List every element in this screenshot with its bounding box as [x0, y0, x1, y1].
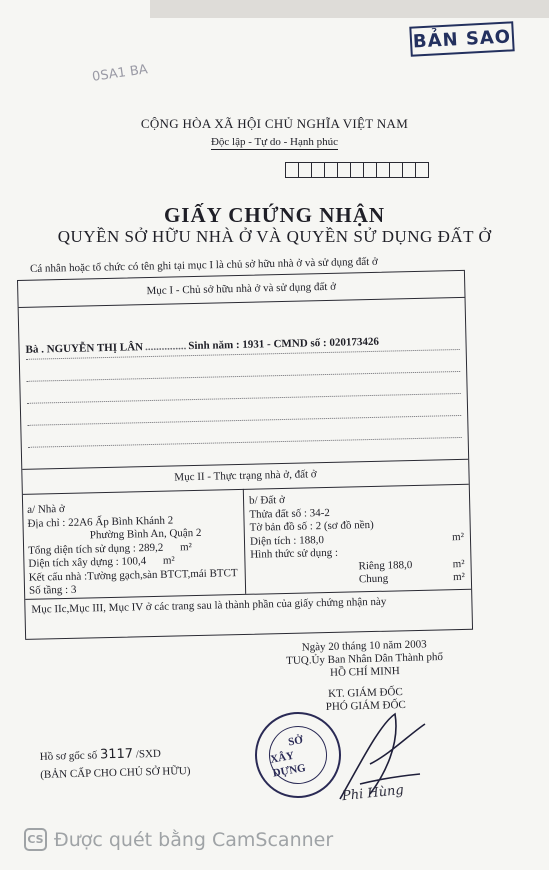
house-heading: a/ Nhà ở [27, 502, 65, 516]
authority-line3: KT. GIÁM ĐỐC [327, 686, 403, 700]
house-build-area-value: Diện tích xây dựng : 100,4 [28, 555, 147, 570]
section1-body [19, 297, 469, 470]
serial-box [376, 162, 390, 178]
signer-name: Phi Hùng [341, 782, 405, 805]
serial-number-boxes [286, 162, 429, 178]
certificate-form [17, 270, 473, 640]
motto-text: Độc lập - Tự do - Hạnh phúc [210, 136, 339, 148]
dotted-line [26, 371, 460, 382]
column-divider [243, 489, 246, 594]
owner-line: Bà . NGUYỄN THỊ LÂN ............... Sinh năm : 1931 - CMND số : 020173426 [25, 335, 380, 356]
owner-name: Bà . NGUYỄN THỊ LÂN [25, 341, 144, 356]
record-number: 3117 [99, 746, 134, 763]
intro-text: Cá nhân hoặc tổ chức có tên ghi tại mục I là chủ sở hữu nhà ở và sử dụng đất ở [29, 255, 378, 275]
authority-line2: HỒ CHÍ MINH [329, 665, 400, 679]
house-total-area-unit: m² [179, 540, 193, 553]
serial-box [350, 162, 364, 178]
record-label: Hồ sơ gốc số [39, 749, 98, 763]
certificate-subtitle: QUYỀN SỞ HỮU NHÀ Ở VÀ QUYỀN SỬ DỤNG ĐẤT Ở [57, 227, 492, 246]
land-area-unit: m² [451, 530, 465, 543]
record-suffix: /SXD [135, 747, 162, 761]
record-note: (BẢN CẤP CHO CHỦ SỞ HỮU) [40, 765, 191, 781]
house-structure: Kết cấu nhà :Tường gạch,sàn BTCT,mái BTCT [28, 566, 238, 584]
land-shared-unit: m² [452, 570, 465, 584]
house-total-area-value: Tổng diện tích sử dụng : 289,2 [27, 541, 164, 557]
house-address: Địa chỉ : 22A6 Ấp Bình Khánh 2 [27, 514, 174, 530]
land-area-value: Diện tích : 188,0 [249, 533, 325, 548]
section-note: Mục IIc,Mục III, Mục IV ở các trang sau là thành phần của giấy chứng nhận này [31, 595, 387, 616]
copy-stamp: BẢN SAO [409, 21, 514, 56]
authority-line4: PHÓ GIÁM ĐỐC [325, 698, 406, 714]
record-line [40, 746, 191, 764]
issue-date: Ngày 20 tháng 10 năm 2003 [301, 638, 427, 654]
land-use-form: Hình thức sử dụng : [250, 546, 339, 561]
authority-line1: TUQ.Ủy Ban Nhân Dân Thành phố [285, 650, 444, 668]
serial-box [324, 162, 338, 178]
land-heading: b/ Đất ở [248, 493, 285, 507]
scan-shadow-strip [150, 0, 549, 18]
camscanner-logo-icon: CS [24, 828, 47, 851]
serial-box [402, 162, 416, 178]
serial-box [285, 162, 299, 178]
watermark-text: Được quét bằng CamScanner [54, 828, 334, 851]
serial-box [298, 162, 312, 178]
record-block [40, 746, 191, 782]
section2-body [23, 484, 471, 600]
serial-box [415, 162, 429, 178]
section1-caption: Mục I - Chủ sở hữu nhà ở và sử dụng đất ở [146, 280, 337, 298]
house-build-area-unit: m² [162, 554, 175, 567]
house-info [27, 499, 238, 598]
motto [0, 136, 549, 148]
serial-box [337, 162, 351, 178]
dotted-line [27, 415, 461, 426]
camscanner-watermark [24, 828, 333, 851]
land-plot-no: Thửa đất số : 34-2 [249, 506, 331, 521]
serial-box [311, 162, 325, 178]
nation-header: CỘNG HÒA XÃ HỘI CHỦ NGHĨA VIỆT NAM [140, 116, 409, 131]
seal-line1: SỞ [287, 734, 304, 749]
serial-box [389, 162, 403, 178]
dotted-line [28, 437, 462, 448]
certificate-title: GIẤY CHỨNG NHẬN [163, 203, 386, 227]
land-map-no: Tờ bản đồ số : 2 (sơ đồ nền) [249, 518, 374, 534]
seal-line2: XÂY DỰNG [269, 749, 307, 780]
house-ward: Phường Bình An, Quận 2 [89, 526, 202, 542]
dotted-line [27, 393, 461, 404]
land-shared-label: Chung [358, 572, 389, 586]
owner-birth-id: Sinh năm : 1931 - CMND số : 020173426 [188, 335, 380, 353]
house-floors: Số tầng : 3 [28, 583, 77, 597]
section2-caption: Mục II - Thực trạng nhà ở, đất ở [174, 468, 317, 484]
serial-box [363, 162, 377, 178]
land-info [249, 490, 465, 589]
handwritten-note: 0SA1 BA [91, 62, 149, 85]
land-private-unit: m² [452, 557, 465, 570]
land-private-value: Riêng 188,0 [358, 558, 413, 572]
